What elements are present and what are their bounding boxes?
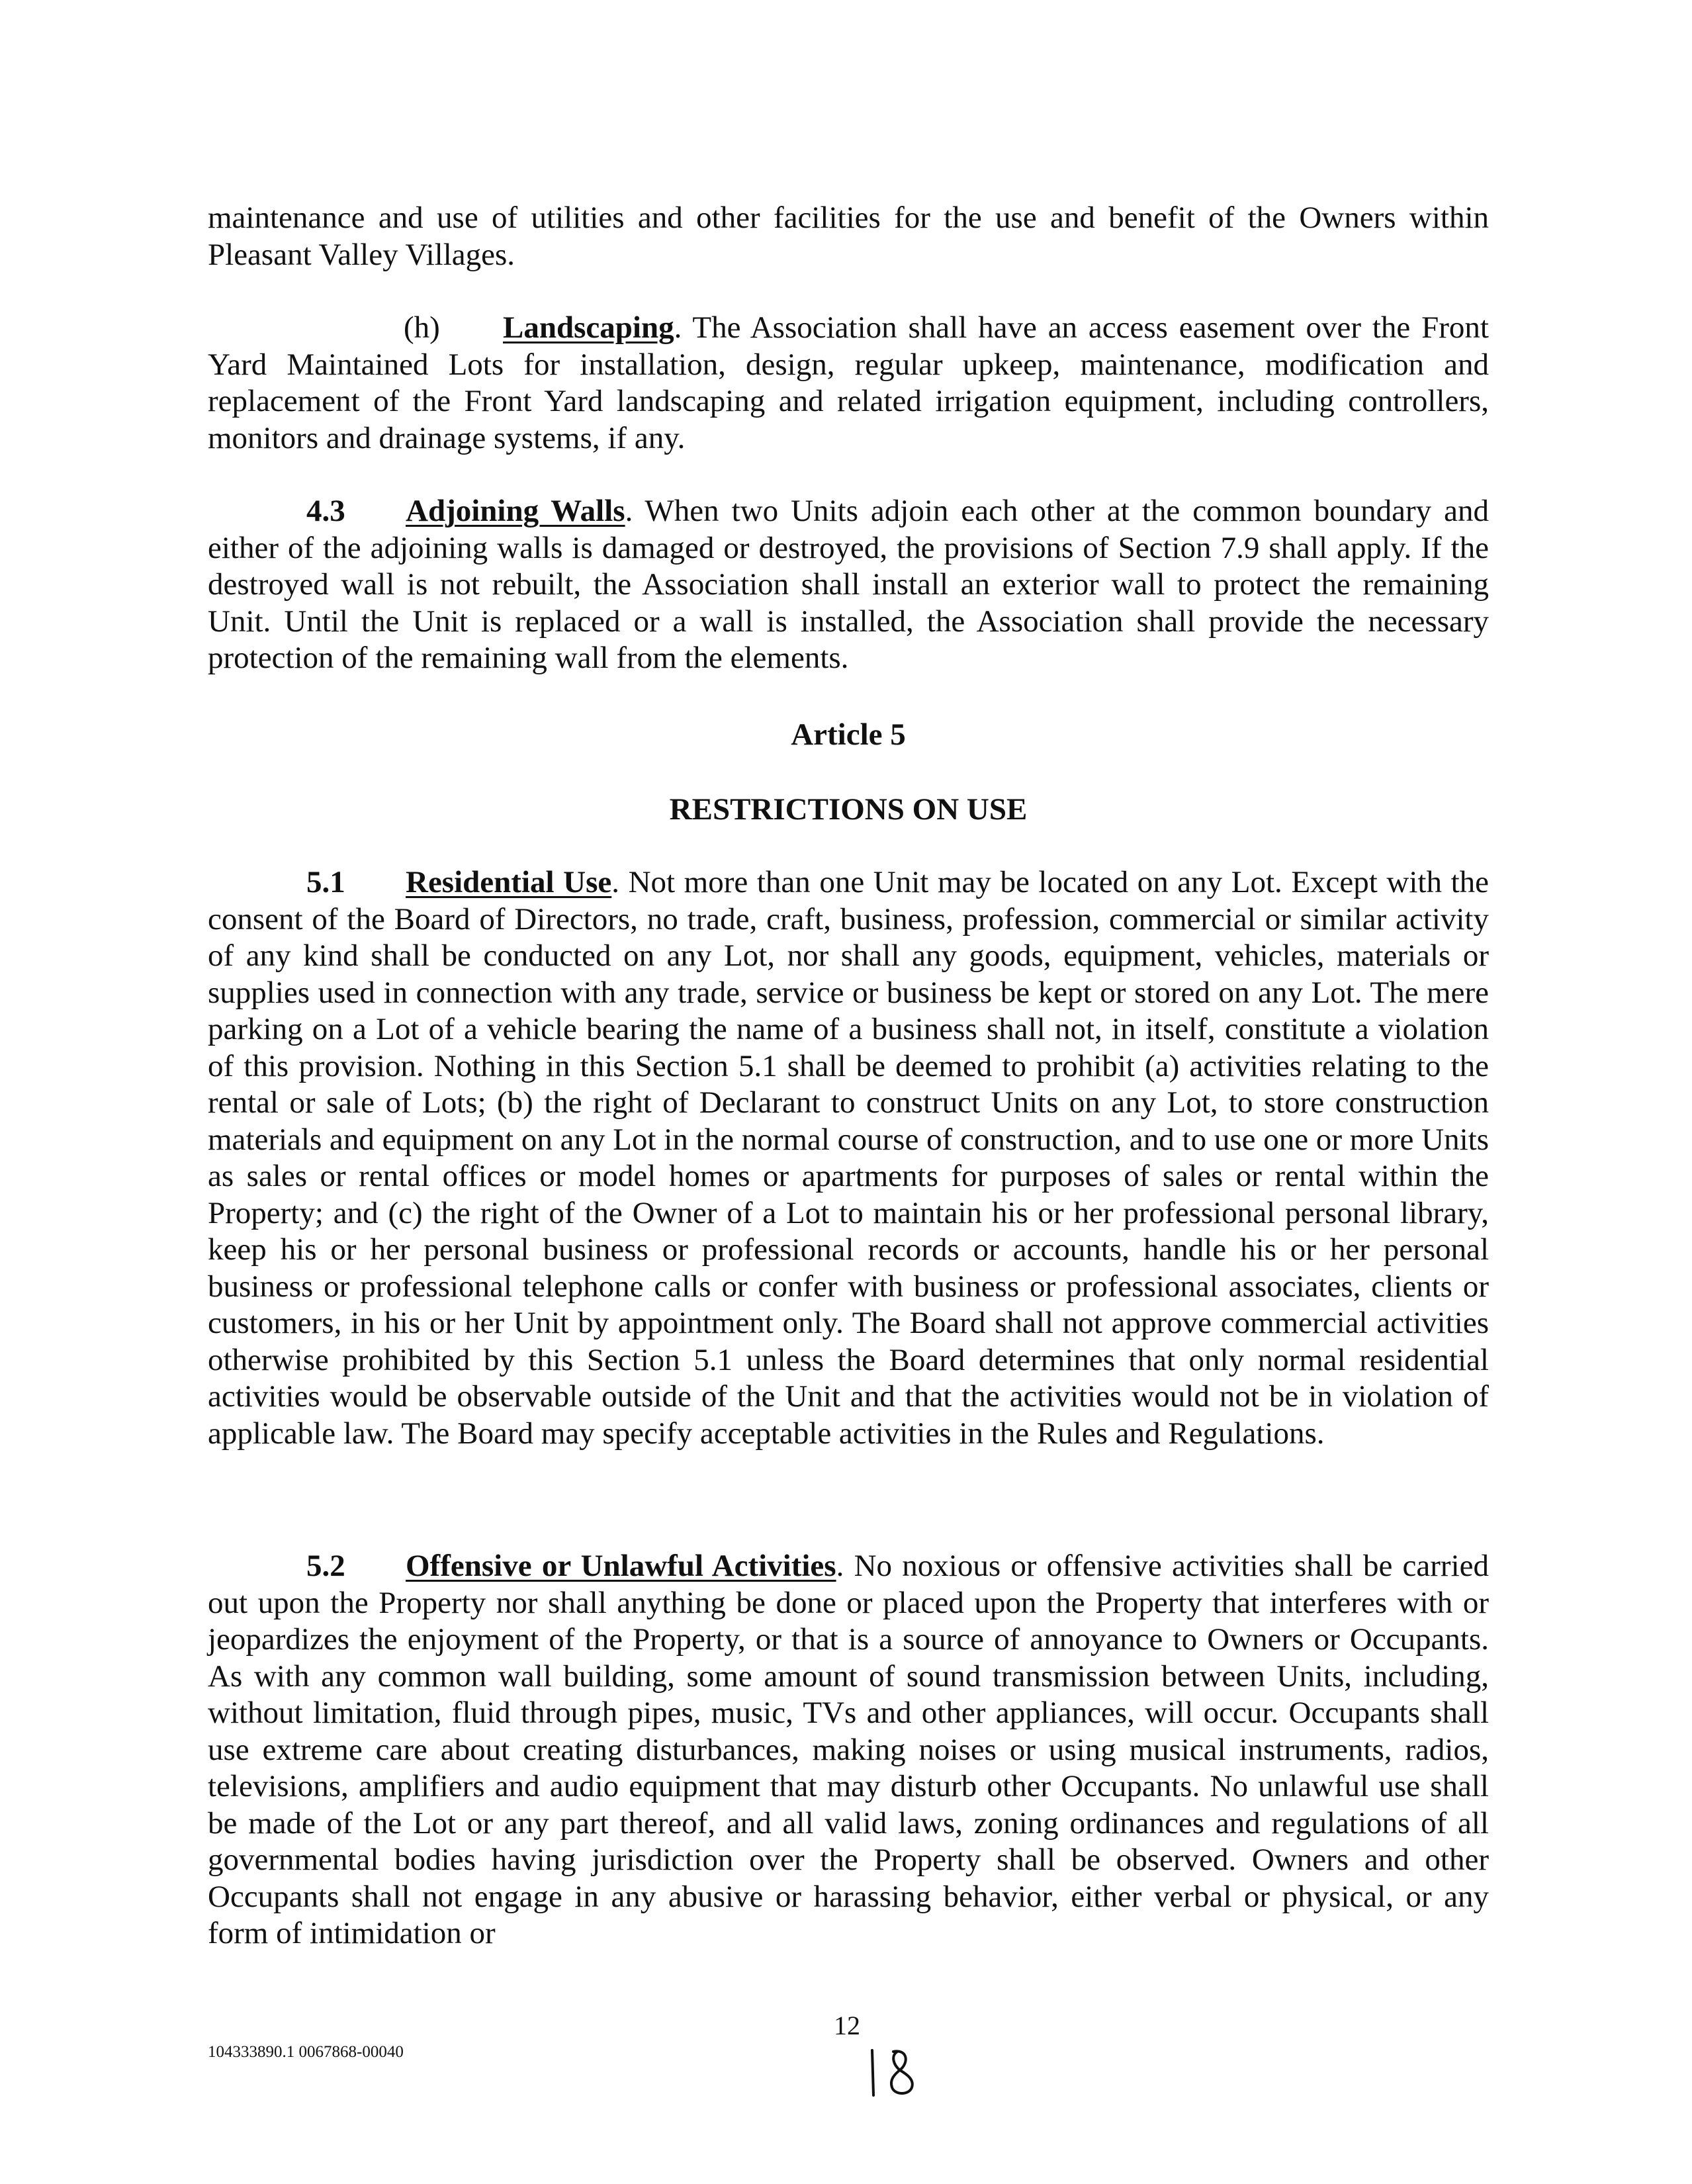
- section-4-3-number: 4.3: [306, 494, 345, 528]
- section-h-paragraph: [208, 310, 1489, 457]
- handwritten-page-number: [866, 2046, 925, 2099]
- article-title: Article 5: [791, 717, 906, 752]
- section-5-1-body: . Not more than one Unit may be located on any Lot. Except with the consent of the Board of Directors, no trade, craft, business, profession, commercial or similar activity of any kind shall be conducted on any Lot, nor shall any goods, equipment, vehicles, materials or supplies used in connection with any trade, service or business be kept or stored on any Lot. The mere parking on a Lot of a vehicle bearing the name of a business shall not, in itself, constitute a violation of this provision. Nothing in this Section 5.1 shall be deemed to prohibit (a) activities relating to the rental or sale of Lots; (b) the right of Declarant to construct Units on any Lot, to store construction materials and equipment on any Lot in the normal course of construction, and to use one or more Units as sales or rental offices or model homes or apartments for purposes of sales or rental within the Property; and (c) the right of the Owner of a Lot to maintain his or her professional personal library, keep his or her personal business or professional records or accounts, handle his or her personal business or professional telephone calls or confer with business or professional associates, clients or customers, in his or her Unit by appointment only. The Board shall not approve commercial activities otherwise prohibited by this Section 5.1 unless the Board determines that only normal residential activities would be observable outside of the Unit and that the activities would not be in violation of applicable law. The Board may specify acceptable activities in the Rules and Regulations.: [208, 865, 1490, 1451]
- section-4-3-body: . When two Units adjoin each other at the common boundary and either of the adjoining walls is damaged or destroyed, the provisions of Section 7.9 shall apply. If the destroyed wall is not rebuilt, the Association shall install an exterior wall to protect the remaining Unit. Until the Unit is replaced or a wall is installed, the Association shall provide the necessary protection of the remaining wall from the elements.: [208, 494, 1489, 675]
- document-id: 104333890.1 0067868-00040: [208, 2043, 404, 2061]
- section-5-1-number: 5.1: [306, 865, 345, 899]
- intro-text: maintenance and use of utilities and other facilities for the use and benefit of the Owners within Pleasant Valley Villages.: [208, 201, 1489, 272]
- section-h-body: . The Association shall have an access easement over the Front Yard Maintained Lots for installation, design, regular upkeep, maintenance, modification and replacement of the Front Yard landscaping and related irrigation equipment, including controllers, monitors and drainage systems, if any.: [208, 310, 1489, 455]
- intro-paragraph: [208, 200, 1489, 273]
- section-5-2-number: 5.2: [306, 1549, 345, 1583]
- section-5-2-body: . No noxious or offensive activities shall be carried out upon the Property nor shall anything be done or placed upon the Property that interferes with or jeopardizes the enjoyment of the Property, or that is a source of annoyance to Owners or Occupants. As with any common wall building, some amount of sound transmission between Units, including, without limitation, fluid through pipes, music, TVs and other appliances, will occur. Occupants shall use extreme care about creating disturbances, making noises or using musical instruments, radios, televisions, amplifiers and audio equipment that may disturb other Occupants. No unlawful use shall be made of the Lot or any part thereof, and all valid laws, zoning ordinances and regulations of all governmental bodies having jurisdiction over the Property shall be observed. Owners and other Occupants shall not engage in any abusive or harassing behavior, either verbal or physical, or any form of intimidation or: [208, 1549, 1489, 1950]
- section-5-2-paragraph: [208, 1548, 1489, 1952]
- section-h-heading: Landscaping: [503, 310, 674, 345]
- section-5-2-heading: Offensive or Unlawful Activities: [406, 1549, 836, 1583]
- section-4-3-heading: Adjoining Walls: [406, 494, 625, 528]
- section-h-number: (h): [404, 310, 440, 345]
- article-subtitle: RESTRICTIONS ON USE: [669, 792, 1028, 827]
- page-number: 12: [834, 2011, 860, 2040]
- section-4-3-paragraph: [208, 493, 1489, 677]
- section-5-1-heading: Residential Use: [406, 865, 612, 899]
- section-5-1-paragraph: [208, 864, 1489, 1452]
